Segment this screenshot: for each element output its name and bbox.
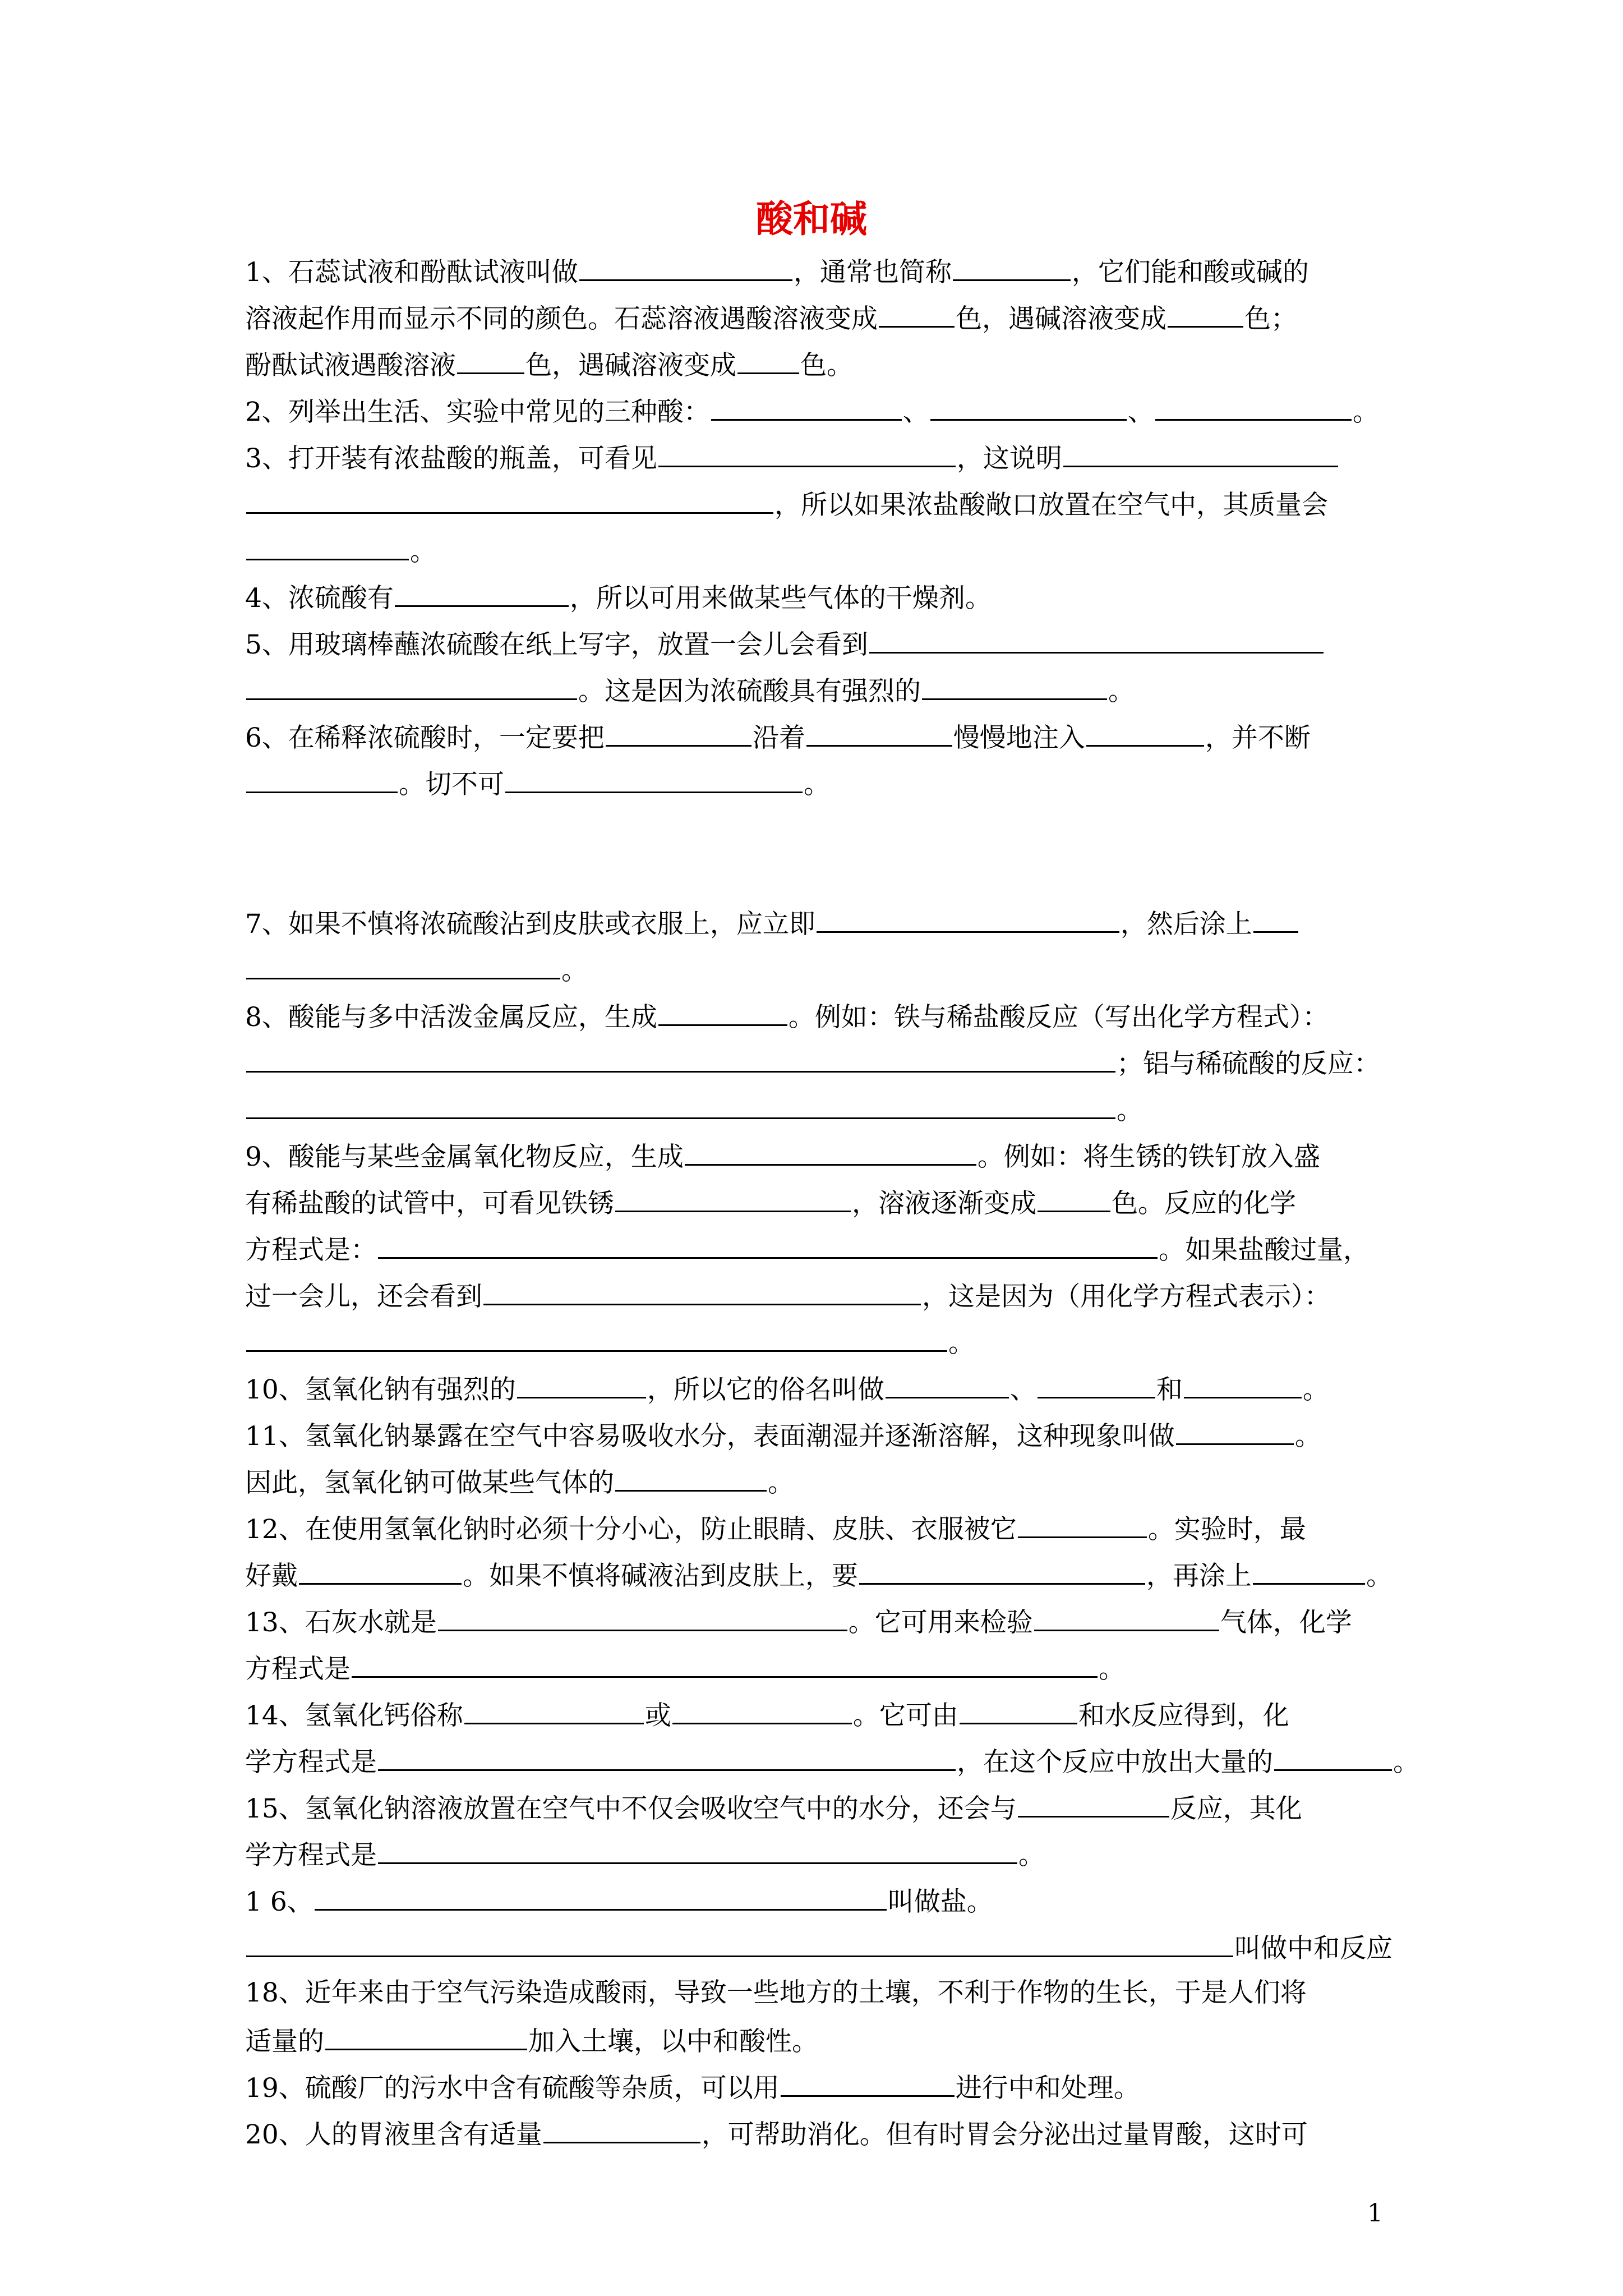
blank[interactable] [1274,1737,1392,1771]
q6-line-2: 。切不可 。 [245,759,1389,806]
q4-line: 4、浓硫酸有 ，所以可用来做某些气体的干燥剂。 [245,573,1389,619]
q13-line-1: 13、石灰水就是 。它可用来检验 气体，化学 [245,1597,1389,1644]
blank[interactable] [1018,1783,1169,1818]
blank[interactable] [395,573,569,607]
blank[interactable] [953,247,1071,281]
q12-line-1: 12、在使用氢氧化钠时必须十分小心，防止眼睛、皮肤、衣服被它 。实验时，最 [245,1504,1389,1550]
q14-line-1: 14、氢氧化钙俗称 或 。它可由 和水反应得到，化 [245,1690,1389,1737]
q12-line-2: 好戴 。如果不慎将碱液沾到皮肤上，要 ，再涂上 。 [245,1550,1389,1597]
blank[interactable] [1184,1364,1302,1398]
blank[interactable] [1038,1364,1155,1398]
q17-line: 叫做中和反应 [245,1923,1389,1970]
q1-line-2: 溶液起作用而显示不同的颜色。石蕊溶液遇酸溶液变成 色，遇碱溶液变成 色； [245,293,1389,340]
blank[interactable] [1253,899,1298,933]
blank[interactable] [1038,1178,1110,1212]
blank[interactable] [325,2016,527,2050]
blank[interactable] [464,1690,644,1724]
q9-line-5: 。 [245,1318,1389,1364]
blank[interactable] [246,666,577,700]
q3-line-1: 3、打开装有浓盐酸的瓶盖，可看见 ，这说明 [245,433,1389,480]
blank[interactable] [457,340,524,374]
blank[interactable] [1253,1550,1365,1585]
blank[interactable] [483,1271,921,1305]
q14-line-2: 学方程式是 ，在这个反应中放出大量的 。 [245,1737,1389,1783]
blank[interactable] [246,526,409,560]
q6-line-1: 6、在稀释浓硫酸时，一定要把 沿着 慢慢地注入 ，并不断 [245,712,1389,759]
q8-line-2: ；铝与稀硫酸的反应： [245,1038,1389,1085]
q8-line-3: 。 [245,1085,1389,1131]
blank[interactable] [615,1178,851,1212]
q18-line-1: 18、近年来由于空气污染造成酸雨，导致一些地方的土壤，不利于作物的生长，于是人们将 [245,1977,1307,2008]
q1-line-1: 1、石蕊试液和酚酞试液叫做 ，通常也简称 ，它们能和酸或碱的 [245,247,1389,293]
blank[interactable] [672,1690,852,1724]
blank[interactable] [1155,386,1352,421]
blank[interactable] [817,899,1119,933]
blank[interactable] [685,1131,976,1166]
q9-line-1: 9、酸能与某些金属氧化物反应，生成 。例如：将生锈的铁钉放入盛 [245,1131,1389,1178]
q13-line-2: 方程式是 。 [245,1644,1389,1690]
q11-line-2: 因此，氢氧化钠可做某些气体的 。 [245,1457,1389,1504]
blank[interactable] [378,1737,956,1771]
blank[interactable] [246,759,398,793]
blank[interactable] [658,992,787,1026]
blank[interactable] [859,1550,1145,1585]
blank[interactable] [246,945,560,979]
blank[interactable] [886,1364,1009,1398]
q7-line-2: 。 [245,945,1389,992]
blank[interactable] [352,1644,1098,1678]
q1-line-3: 酚酞试液遇酸溶液 色，遇碱溶液变成 色。 [245,340,1389,386]
blank[interactable] [1168,293,1243,328]
page-title: 酸和碱 [756,197,867,241]
blank[interactable] [1086,712,1204,747]
q9-line-2: 有稀盐酸的试管中，可看见铁锈 ，溶液逐渐变成 色。反应的化学 [245,1178,1389,1225]
q19-line: 19、硫酸厂的污水中含有硫酸等杂质，可以用 进行中和处理。 [245,2063,1389,2109]
worksheet-body [245,247,1419,2156]
blank[interactable] [1034,1597,1219,1631]
blank[interactable] [737,340,799,374]
q15-line-2: 学方程式是 。 [245,1830,1389,1876]
blank[interactable] [579,247,792,281]
blank[interactable] [246,1923,1233,1957]
blank[interactable] [378,1225,1158,1259]
blank[interactable] [879,293,955,328]
blank[interactable] [378,1830,1017,1864]
q9-line-4: 过一会儿，还会看到 ，这是因为（用化学方程式表示）： [245,1271,1389,1318]
blank[interactable] [922,666,1107,700]
blank[interactable] [615,1457,767,1492]
q10-line: 10、氢氧化钠有强烈的 ，所以它的俗名叫做 、 和 。 [245,1364,1389,1411]
page-number: 1 [1367,2199,1383,2228]
q8-line-1: 8、酸能与多中活泼金属反应，生成 。例如：铁与稀盐酸反应（写出化学方程式）： [245,992,1389,1038]
spacer [245,806,1389,899]
blank[interactable] [246,1038,1115,1073]
blank[interactable] [1176,1411,1294,1445]
blank[interactable] [658,433,956,467]
blank[interactable] [806,712,952,747]
q5-line-2: 。这是因为浓硫酸具有强烈的 。 [245,666,1389,712]
blank[interactable] [1018,1504,1147,1538]
q18-line-2: 适量的 加入土壤，以中和酸性。 [245,2016,1389,2063]
q9-line-3: 方程式是： 。如果盐酸过量， [245,1225,1389,1271]
blank[interactable] [930,386,1127,421]
blank[interactable] [606,712,751,747]
q7-line-1: 7、如果不慎将浓硫酸沾到皮肤或衣服上，应立即 ，然后涂上 [245,899,1389,945]
q20-line: 20、人的胃液里含有适量 ，可帮助消化。但有时胃会分泌出过量胃酸，这时可 [245,2109,1389,2156]
q3-line-3: 。 [245,526,1389,573]
q5-line-1: 5、用玻璃棒蘸浓硫酸在纸上写字，放置一会儿会看到 [245,619,1389,666]
blank[interactable] [960,1690,1077,1724]
blank[interactable] [869,619,1324,654]
blank[interactable] [1063,433,1338,467]
blank[interactable] [299,1550,462,1585]
blank[interactable] [505,759,803,793]
blank[interactable] [711,386,902,421]
q11-line-1: 11、氢氧化钠暴露在空气中容易吸收水分，表面潮湿并逐渐溶解，这种现象叫做 。 [245,1411,1389,1457]
q3-line-2: ，所以如果浓盐酸敞口放置在空气中，其质量会 [245,480,1389,526]
blank[interactable] [781,2063,955,2097]
blank[interactable] [246,480,773,514]
blank[interactable] [438,1597,847,1631]
blank[interactable] [315,1876,887,1911]
blank[interactable] [246,1318,947,1352]
blank[interactable] [517,1364,646,1398]
blank[interactable] [246,1085,1115,1119]
q2-line: 2、列举出生活、实验中常见的三种酸： 、 、 。 [245,386,1389,433]
q16-line: 1 6、 叫做盐。 [245,1876,1389,1923]
blank[interactable] [543,2109,700,2143]
q15-line-1: 15、氢氧化钠溶液放置在空气中不仅会吸收空气中的水分，还会与 反应，其化 [245,1783,1389,1830]
